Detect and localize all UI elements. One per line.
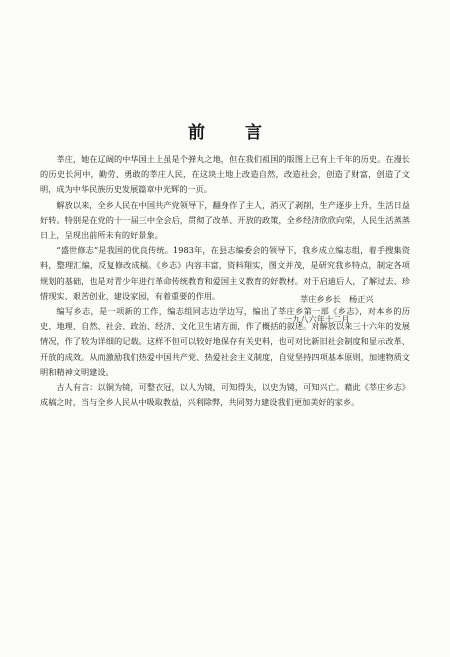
paragraph-2: 解放以来，全乡人民在中国共产党领导下，翻身作了主人，消灭了剥削，生产逐步上升，生活日益好转。特别是在党的十一届三中全会后，贯彻了改革、开放的政策，全乡经济欣欣向荣，人民生活蒸蒸日上，呈现出前所未有的好景象。 (40, 199, 410, 241)
page-title: 前 言 (188, 123, 279, 143)
signature-author (300, 294, 374, 305)
signature-date: 一九八六年十二月 (284, 314, 350, 324)
paragraph-1: 莘庄，她在辽阔的中华国土上虽是个弹丸之地，但在我们祖国的版图上已有上千年的历史。在漫长的历史长河中，勤劳、勇敢的莘庄人民，在这块土地上改造自然，改造社会，创造了财富，创造了文明，成为中华民族历史发展篇章中光辉的一页。 (40, 154, 410, 195)
preface-body (40, 152, 410, 410)
paragraph-5: 古人有言：以铜为镜，可整衣冠，以人为镜，可知得失，以史为镜，可知兴亡。藉此《莘庄乡志》成稿之时，当与全乡人民从中吸取教益，兴利除弊，共同努力建设我们更加美好的家乡。 (40, 382, 410, 408)
paragraph-3: “盛世修志”是我国的优良传统。1983年，在县志编委会的领导下，我乡成立编志组，着手搜集资料，整理汇编，反复修改成稿。《乡志》内容丰富，资料翔实，图文并茂，是研究我乡特点，制定各项规划的基础，也是对青少年进行革命传统教育和爱国主义教育的好教材。对于启迪后人，了解过去、珍惜现实、艰苦创业、建设家园，有着重要的作用。 (40, 245, 410, 301)
signature-position: 莘庄乡乡长 (300, 294, 341, 304)
signature-name: 杨正兴 (348, 294, 374, 304)
paragraph-4: 编写乡志，是一项新的工作，编志组同志边学边写，编出了莘庄乡第一部《乡志》，对本乡的历史、地理、自然、社会、政治、经济、文化卫生诸方面，作了概括的叙述。对解放以来三十六年的发展情况，作了较为详细的记载。这样不但可以较好地保存有关史料，也可对比新旧社会制度和显示改革、开放的成效。从而激励我们热爱中国共产党、热爱社会主义制度，自觉坚持四项基本原则，加速物质文明和精神文明建设。 (40, 306, 410, 377)
